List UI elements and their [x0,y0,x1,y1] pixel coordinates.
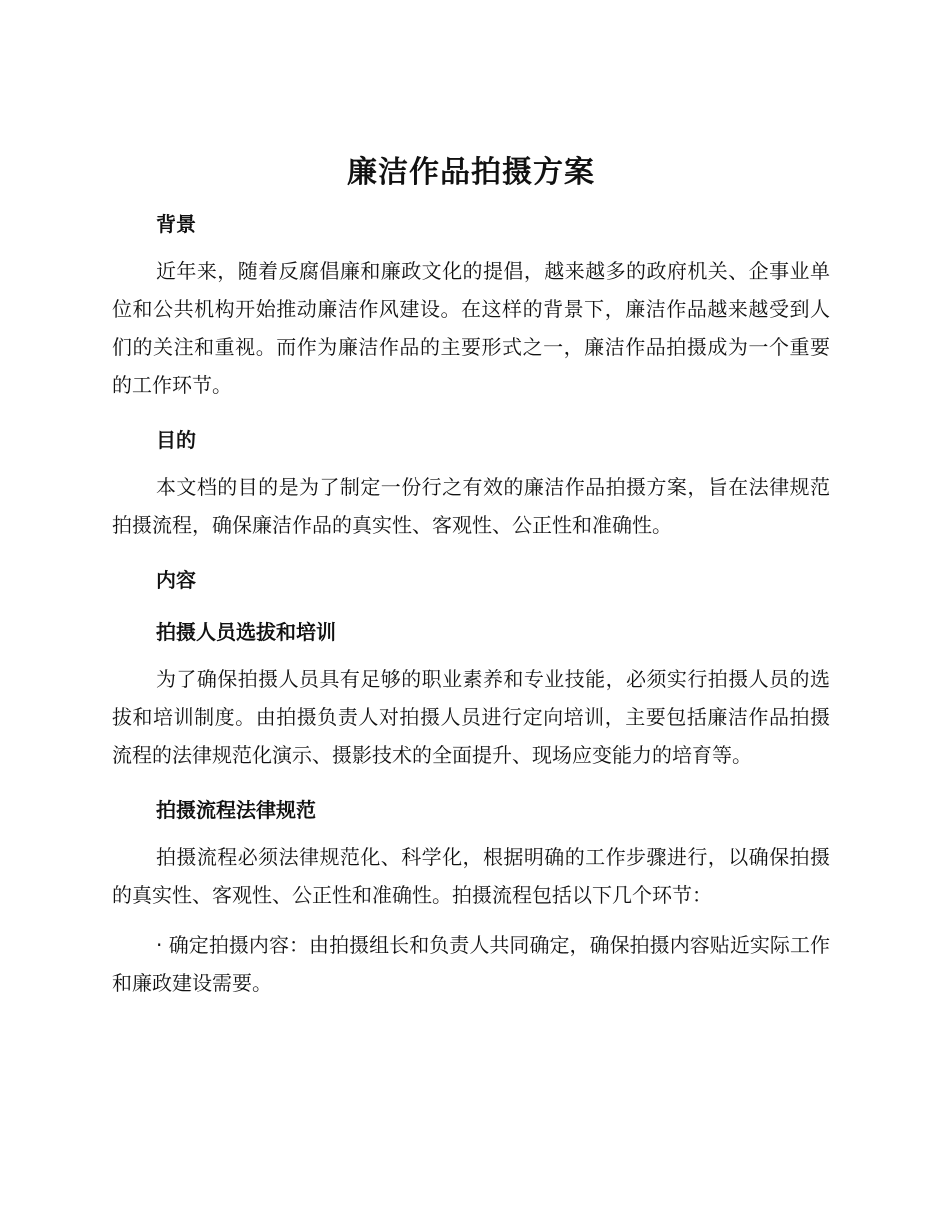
paragraph-staff: 为了确保拍摄人员具有足够的职业素养和专业技能，必须实行拍摄人员的选拔和培训制度。由拍摄负责人对拍摄人员进行定向培训，主要包括廉洁作品拍摄流程的法律规范化演示、摄影技术的全面提升、现场应变能力的培育等。 [112,667,830,767]
paragraph-purpose: 本文档的目的是为了制定一份行之有效的廉洁作品拍摄方案，旨在法律规范拍摄流程，确保廉洁作品的真实性、客观性、公正性和准确性。 [112,475,830,537]
spacer [112,600,830,612]
spacer [112,460,830,468]
section-heading-background: 背景 [156,212,196,236]
paragraph-background: 近年来，随着反腐倡廉和廉政文化的提倡，越来越多的政府机关、企事业单位和公共机构开始推动廉洁作风建设。在这样的背景下，廉洁作品越来越受到人们的关注和重视。而作为廉洁作品的主要形式之一，廉洁作品拍摄成为一个重要的工作环节。 [112,259,830,397]
list-item: · 确定拍摄内容：由拍摄组长和负责人共同确定，确保拍摄内容贴近实际工作和廉政建设需要。 [112,933,830,995]
paragraph-process: 拍摄流程必须法律规范化、科学化，根据明确的工作步骤进行，以确保拍摄的真实性、客观性、公正性和准确性。拍摄流程包括以下几个环节： [112,845,830,907]
subsection-heading-staff: 拍摄人员选拔和培训 [156,620,336,644]
spacer [112,774,830,790]
document-title: 廉洁作品拍摄方案 [347,155,595,190]
spacer [112,404,830,420]
spacer [112,830,830,838]
section-heading-purpose: 目的 [156,428,196,452]
subsection-heading-process: 拍摄流程法律规范 [156,798,316,822]
section-heading-content: 内容 [156,568,196,592]
spacer [112,244,830,252]
spacer [112,914,830,926]
document-content [112,146,830,1002]
spacer [112,544,830,560]
spacer [112,652,830,660]
